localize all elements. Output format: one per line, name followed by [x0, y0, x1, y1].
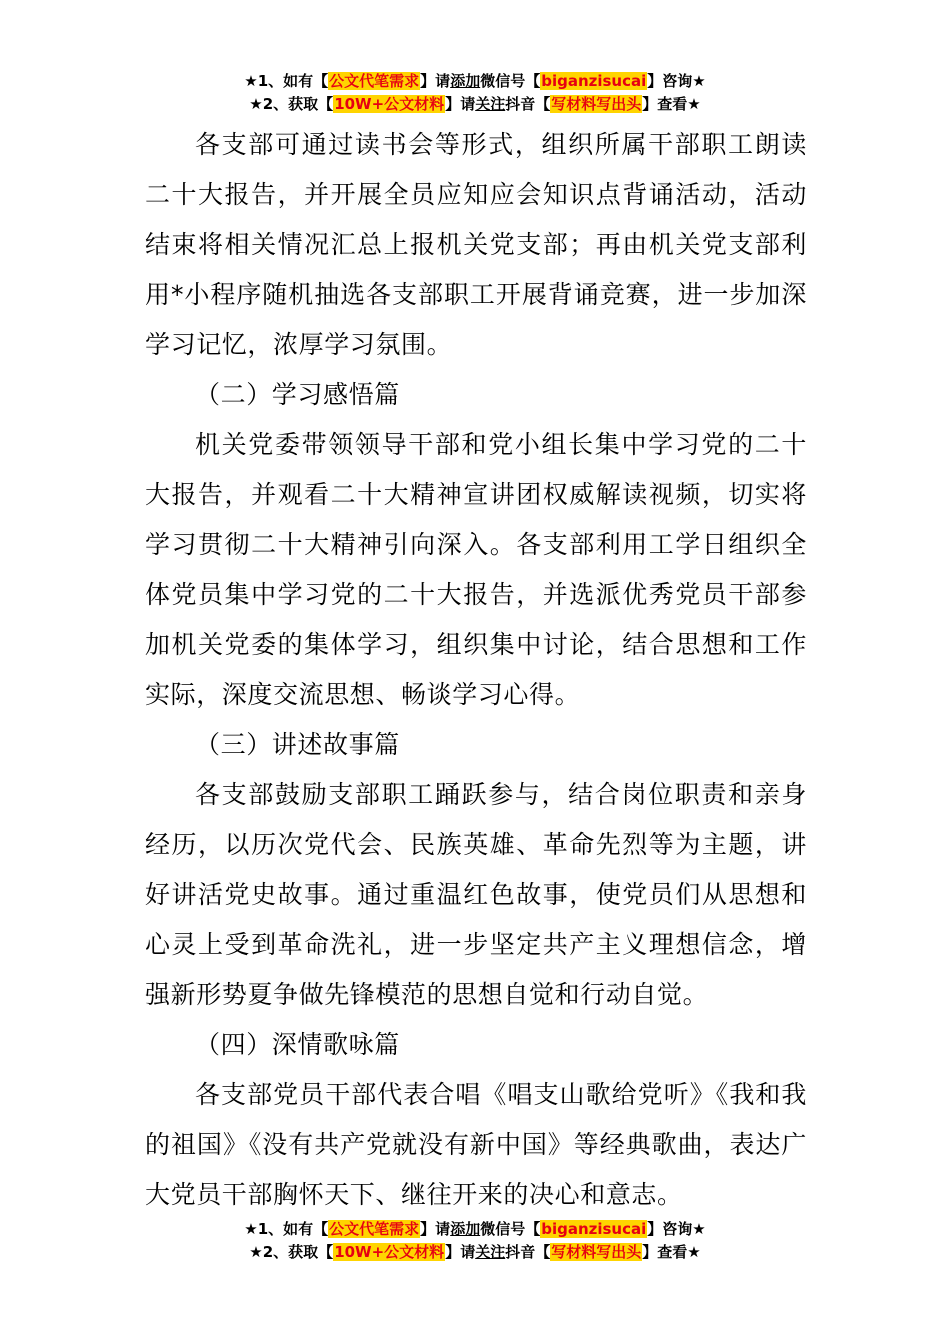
banner-text: 】咨询★ — [647, 72, 706, 90]
banner-text: ★2、获取【 — [249, 1243, 334, 1261]
banner-text: ★2、获取【 — [249, 95, 334, 113]
douyin-id-highlight: 写材料写出头 — [551, 1243, 642, 1261]
banner-text: 】咨询★ — [647, 1220, 706, 1238]
section-heading-3: （三）讲述故事篇 — [195, 730, 400, 759]
banner-text: ★1、如有【 — [244, 72, 329, 90]
banner-highlight: 公文代笔需求 — [329, 72, 420, 90]
document-body — [145, 120, 807, 1220]
banner-underline: 添加 — [450, 72, 481, 90]
banner-line-2 — [0, 93, 950, 116]
banner-text: 】查看★ — [642, 1243, 701, 1261]
banner-text: 】查看★ — [642, 95, 701, 113]
banner-underline: 关注 — [475, 95, 506, 113]
banner-text: 抖音【 — [505, 95, 551, 113]
banner-text: ★1、如有【 — [244, 1220, 329, 1238]
banner-text: 】请 — [420, 72, 451, 90]
banner-line-2 — [0, 1241, 950, 1264]
banner-text: 微信号【 — [480, 1220, 541, 1238]
section-heading-4: （四）深情歌咏篇 — [195, 1030, 400, 1059]
section-heading-2: （二）学习感悟篇 — [195, 380, 400, 409]
banner-text: 微信号【 — [480, 72, 541, 90]
paragraph-reading: 各支部可通过读书会等形式，组织所属干部职工朗读二十大报告，并开展全员应知应会知识点背诵活动，活动结束将相关情况汇总上报机关党支部；再由机关党支部利用*小程序随机抽选各支部职工开展背诵竞赛，进一步加深学习记忆，浓厚学习氛围。 — [145, 130, 807, 359]
douyin-id-highlight: 写材料写出头 — [551, 95, 642, 113]
banner-underline: 关注 — [475, 1243, 506, 1261]
banner-line-1 — [0, 1218, 950, 1241]
banner-text: 抖音【 — [505, 1243, 551, 1261]
banner-underline: 添加 — [450, 1220, 481, 1238]
paragraph-stories: 各支部鼓励支部职工踊跃参与，结合岗位职责和亲身经历，以历次党代会、民族英雄、革命先烈等为主题，讲好讲活党史故事。通过重温红色故事，使党员们从思想和心灵上受到革命洗礼，进一步坚定共产主义理想信念，增强新形势夏争做先锋模范的思想自觉和行动自觉。 — [145, 780, 807, 1009]
banner-line-1 — [0, 70, 950, 93]
paragraph-learning: 机关党委带领领导干部和党小组长集中学习党的二十大报告，并观看二十大精神宣讲团权威解读视频，切实将学习贯彻二十大精神引向深入。各支部利用工学日组织全体党员集中学习党的二十大报告，并选派优秀党员干部参加机关党委的集体学习，组织集中讨论，结合思想和工作实际，深度交流思想、畅谈学习心得。 — [145, 430, 807, 709]
bottom-banner — [0, 1218, 950, 1264]
wechat-id-highlight: biganzisucai — [541, 72, 647, 90]
banner-text: 】请 — [445, 95, 476, 113]
paragraph-songs: 各支部党员干部代表合唱《唱支山歌给党听》《我和我的祖国》《没有共产党就没有新中国》等经典歌曲，表达广大党员干部胸怀天下、继往开来的决心和意志。 — [145, 1080, 807, 1209]
top-banner — [0, 70, 950, 116]
banner-highlight: 10W+公文材料 — [334, 1243, 445, 1261]
banner-highlight: 公文代笔需求 — [329, 1220, 420, 1238]
banner-text: 】请 — [420, 1220, 451, 1238]
wechat-id-highlight: biganzisucai — [541, 1220, 647, 1238]
banner-highlight: 10W+公文材料 — [334, 95, 445, 113]
banner-text: 】请 — [445, 1243, 476, 1261]
